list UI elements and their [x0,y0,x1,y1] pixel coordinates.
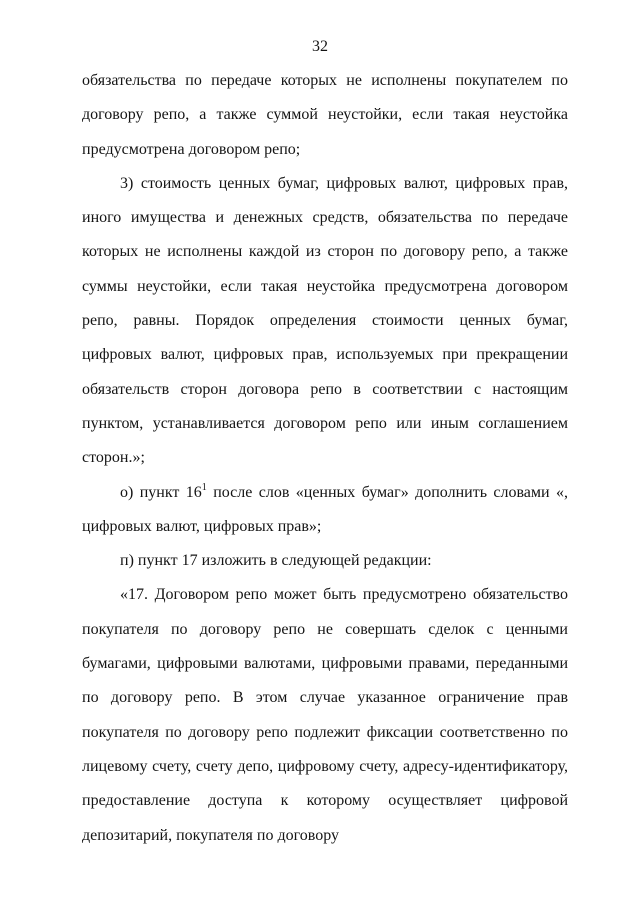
paragraph-item-o [82,476,568,545]
paragraph-item-3: 3) стоимость ценных бумаг, цифровых валют, цифровых прав, иного имущества и денежных средств, обязательства по передаче которых не исполнены каждой из сторон по договору репо, а также суммы неустойки, если такая неустойка предусмотрена договором репо, равны. Порядок определения стоимости ценных бумаг, цифровых валют, цифровых прав, используемых при прекращении обязательств сторон договора репо в соответствии с настоящим пунктом, устанавливается договором репо или иным соглашением сторон.»; [82,174,568,467]
superscript-index: 1 [201,481,207,493]
paragraph-continuation: обязательства по передаче которых не исполнены покупателем по договору репо, а также суммой неустойки, если такая неустойка предусмотрена договором репо; [82,72,568,158]
paragraph-item-p: п) пункт 17 изложить в следующей редакции: [120,552,432,570]
page-number: 32 [312,38,328,55]
paragraph-clause-17: «17. Договором репо может быть предусмотрено обязательство покупателя по договору репо не совершать сделок с ценными бумагами, цифровыми валютами, цифровыми правами, переданными по договору репо. В этом случае указанное ограничение прав покупателя по договору репо подлежит фиксации соответственно по лицевому счету, счету депо, цифровому счету, адресу-идентификатору, предоставление доступа к которому осуществляет цифровой депозитарий, покупателя по договору [82,586,568,844]
document-body [82,64,568,853]
item-o-text-start: о) пункт 16 [120,483,202,501]
item-o-text-end: после слов «ценных бумаг» дополнить словами «, цифровых валют, цифровых прав»; [82,483,568,535]
